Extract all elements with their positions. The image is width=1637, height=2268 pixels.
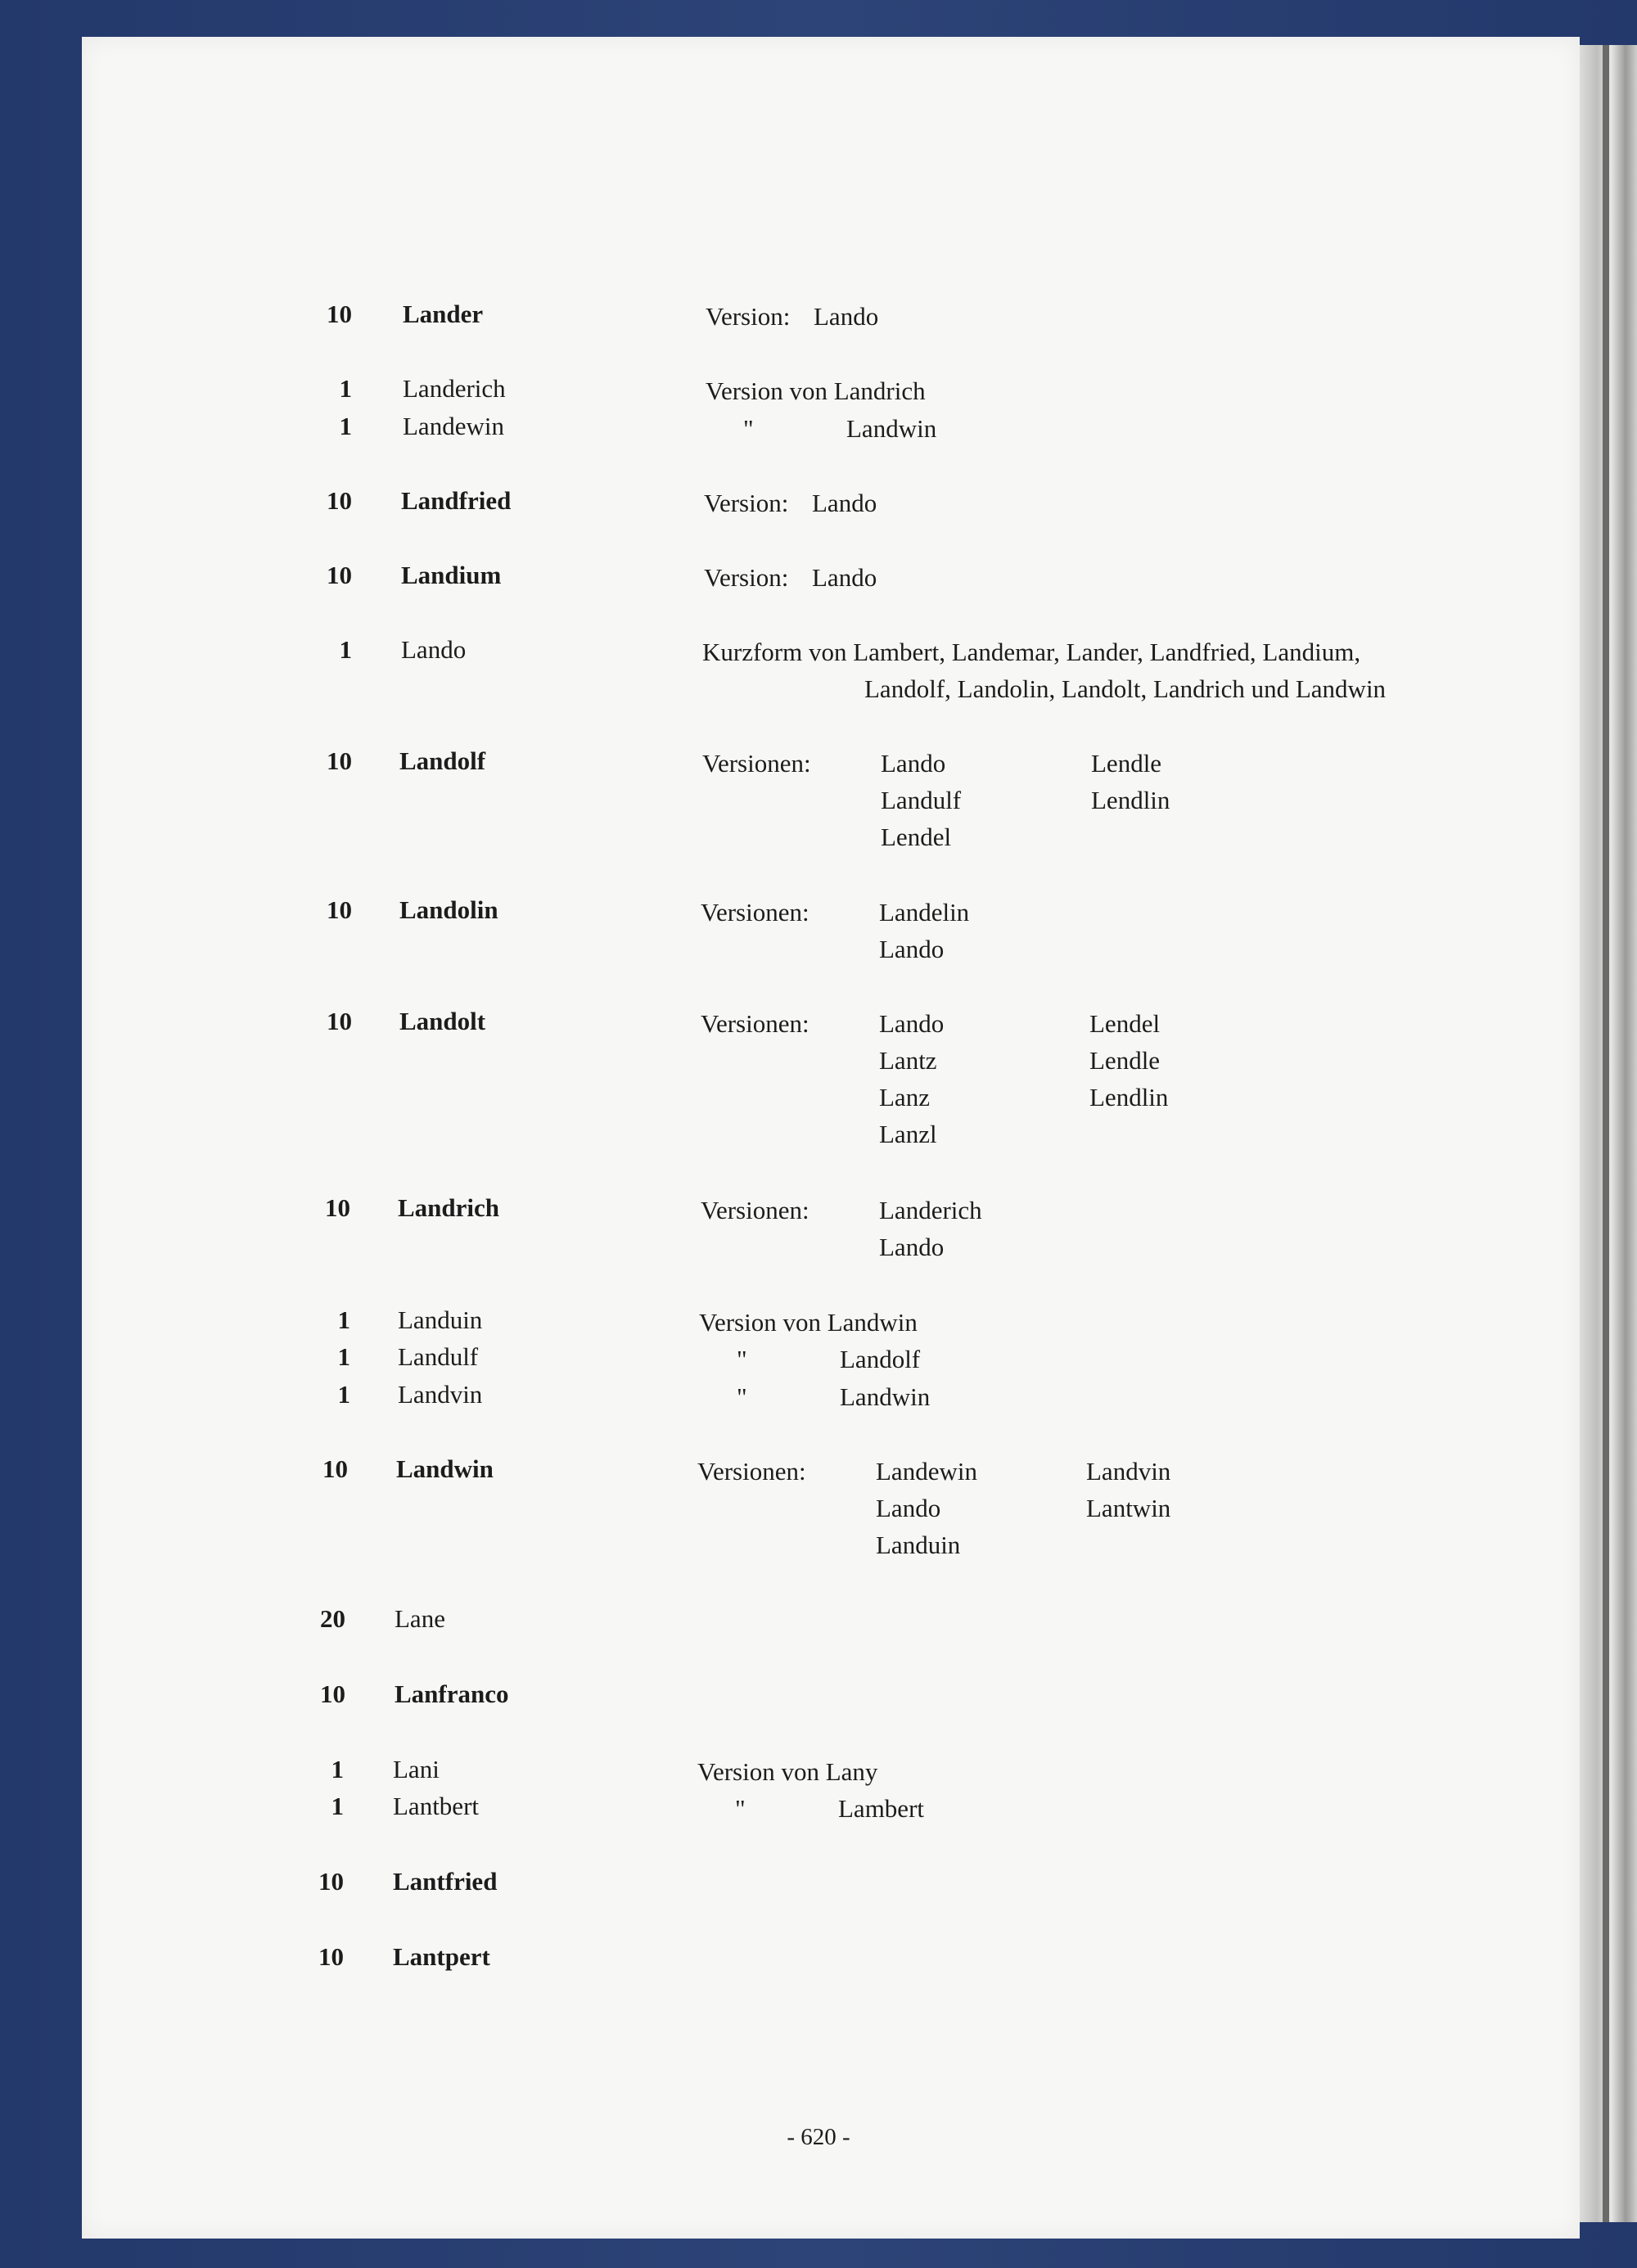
entry-count: 1 [339,635,352,664]
version-value: Lando [879,1233,945,1261]
entry-landrich [0,1193,1637,1261]
version-value: Lendlin [1089,1083,1169,1111]
entry-landwin [0,1454,1637,1559]
ditto-mark: " [743,414,754,443]
entry-landolin [0,895,1637,963]
version-value: Lendlin [1091,786,1170,814]
version-value: Lanz [879,1083,930,1111]
entry-count: 1 [331,1792,344,1820]
entry-description: Kurzform von Lambert, Landemar, Lander, Landfried, Landium, [702,638,1361,666]
version-label: Versionen: [697,1457,806,1486]
entry-count: 10 [318,1867,344,1896]
version-value: Landolf [840,1345,921,1373]
entry-landium [0,561,1637,592]
entry-name: Lantpert [393,1942,490,1971]
version-value: Landelin [879,898,970,927]
entry-lani [0,1755,1637,1786]
entry-count: 1 [331,1755,344,1783]
entry-name: Lantfried [393,1867,498,1896]
entry-description: Version von Landwin [699,1308,918,1337]
entry-count: 10 [322,1454,348,1483]
entry-landolf [0,746,1637,851]
entry-name: Lantbert [393,1792,480,1820]
entry-lando [0,635,1637,703]
entry-count: 20 [320,1604,345,1633]
ditto-mark: " [737,1382,747,1411]
version-value: Landwin [846,414,937,443]
entry-description: Version von Lany [697,1757,878,1786]
entry-name: Lanfranco [395,1680,509,1708]
entry-lantpert [0,1942,1637,1971]
version-value: Lando [814,302,879,331]
entry-lantbert [0,1792,1637,1823]
entry-lander [0,300,1637,331]
entry-count: 10 [327,746,352,775]
version-label: Versionen: [701,1196,809,1224]
entry-landfried [0,486,1637,517]
entry-name: Landolin [399,895,498,924]
entry-landulf [0,1342,1637,1373]
version-value: Lando [879,935,945,963]
entry-name: Landrich [398,1193,500,1222]
version-value: Lando [876,1494,941,1522]
version-label: Versionen: [701,1009,809,1038]
entry-count: 1 [339,374,352,403]
entry-landuin [0,1305,1637,1337]
ditto-mark: " [735,1794,746,1823]
version-value: Lantwin [1086,1494,1171,1522]
entry-count: 1 [337,1380,350,1409]
entry-name: Lando [401,635,467,664]
version-label: Versionen: [702,749,811,778]
entry-name: Landuin [398,1305,483,1334]
version-value: Lando [881,749,946,778]
version-value: Landvin [1086,1457,1171,1486]
version-value: Landuin [876,1531,961,1559]
version-value: Lendel [881,823,952,851]
entry-name: Landewin [403,412,504,440]
entry-count: 10 [327,486,352,515]
entry-name: Landfried [401,486,512,515]
version-label: Version: [704,489,789,517]
version-value: Lando [812,489,877,517]
page-number: - 620 - [787,2124,850,2150]
version-value: Lando [879,1009,945,1038]
version-value: Landerich [879,1196,982,1224]
version-value: Lanzl [879,1120,937,1148]
version-value: Landwin [840,1382,931,1411]
ditto-mark: " [737,1345,747,1373]
entry-count: 10 [327,895,352,924]
entry-name: Lani [393,1755,440,1783]
version-label: Versionen: [701,898,809,927]
version-value: Landewin [876,1457,977,1486]
version-value: Lando [812,563,877,592]
entry-landolt [0,1007,1637,1148]
entry-count: 10 [325,1193,350,1222]
entry-count: 10 [318,1942,344,1971]
entry-name: Lane [395,1604,445,1633]
entry-description: Version von Landrich [706,376,926,405]
version-label: Version: [704,563,789,592]
entry-count: 1 [339,412,352,440]
entry-name: Landwin [396,1454,494,1483]
entry-count: 10 [320,1680,345,1708]
version-value: Lendle [1089,1046,1161,1075]
version-value: Lendel [1089,1009,1161,1038]
entry-count: 10 [327,561,352,589]
entry-landewin [0,412,1637,443]
entry-count: 1 [337,1305,350,1334]
version-label: Version: [706,302,791,331]
entry-name: Landerich [403,374,506,403]
version-value: Lantz [879,1046,937,1075]
entry-name: Landolf [399,746,486,775]
version-value: Lendle [1091,749,1162,778]
entry-name: Landvin [398,1380,483,1409]
entry-name: Landium [401,561,502,589]
entry-count: 10 [327,300,352,328]
version-value: Lambert [838,1794,925,1823]
entry-name: Landolt [399,1007,486,1035]
entry-count: 10 [327,1007,352,1035]
version-value: Landulf [881,786,962,814]
entry-name: Lander [403,300,484,328]
entry-count: 1 [337,1342,350,1371]
entry-lanfranco [0,1680,1637,1708]
entry-name: Landulf [398,1342,479,1371]
entry-description: Landolf, Landolin, Landolt, Landrich und Landwin [864,674,1387,703]
entry-lane [0,1604,1637,1633]
